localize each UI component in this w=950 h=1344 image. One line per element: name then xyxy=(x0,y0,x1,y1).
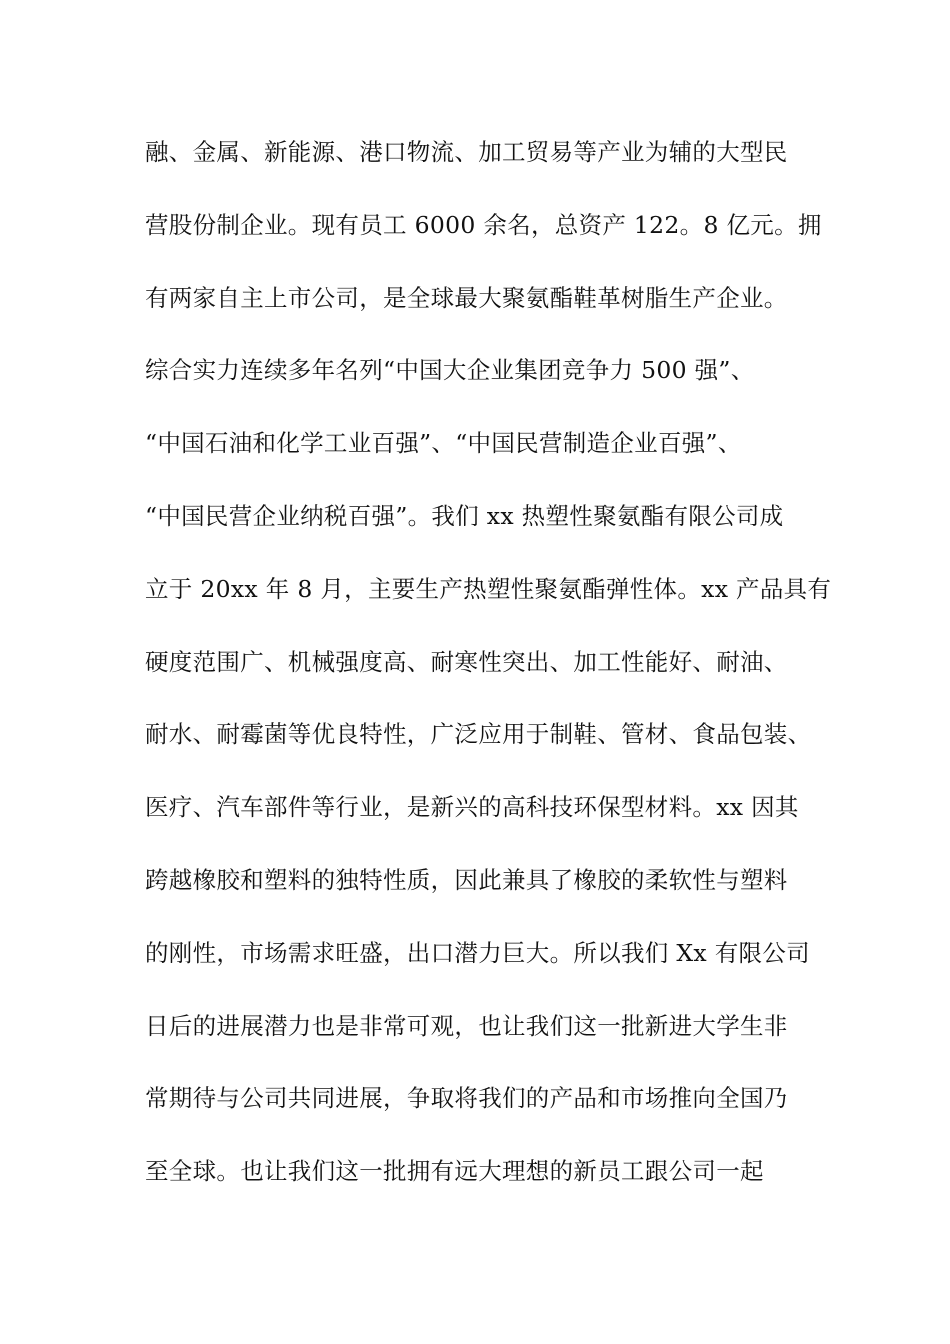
text-line: “中国石油和化学工业百强”、“中国民营制造企业百强”、 xyxy=(145,429,742,458)
text-line: 的刚性，市场需求旺盛，出口潜力巨大。所以我们 Xx 有限公司 xyxy=(145,938,810,967)
text-line: 营股份制企业。现有员工 6000 余名，总资产 122。8 亿元。拥 xyxy=(145,210,822,239)
text-line: 融、金属、新能源、港口物流、加工贸易等产业为辅的大型民 xyxy=(145,138,788,166)
text-line: 跨越橡胶和塑料的独特性质，因此兼具了橡胶的柔软性与塑料 xyxy=(145,865,788,894)
text-line: 至全球。也让我们这一批拥有远大理想的新员工跟公司一起 xyxy=(145,1157,764,1186)
text-line: 综合实力连续多年名列“中国大企业集团竞争力 500 强”、 xyxy=(145,356,755,385)
text-line: 医疗、汽车部件等行业，是新兴的高科技环保型材料。xx 因其 xyxy=(145,793,799,822)
body-text xyxy=(145,128,835,1220)
text-line: 日后的进展潜力也是非常可观，也让我们这一批新进大学生非 xyxy=(145,1011,788,1040)
text-line: 耐水、耐霉菌等优良特性，广泛应用于制鞋、管材、食品包装、 xyxy=(145,720,812,749)
text-line: 硬度范围广、机械强度高、耐寒性突出、加工性能好、耐油、 xyxy=(145,647,788,676)
text-line: 常期待与公司共同进展，争取将我们的产品和市场推向全国乃 xyxy=(145,1084,788,1113)
text-line: 有两家自主上市公司，是全球最大聚氨酯鞋革树脂生产企业。 xyxy=(145,283,788,312)
text-line: 立于 20xx 年 8 月，主要生产热塑性聚氨酯弹性体。xx 产品具有 xyxy=(145,574,832,603)
text-line: “中国民营企业纳税百强”。我们 xx 热塑性聚氨酯有限公司成 xyxy=(145,501,784,530)
